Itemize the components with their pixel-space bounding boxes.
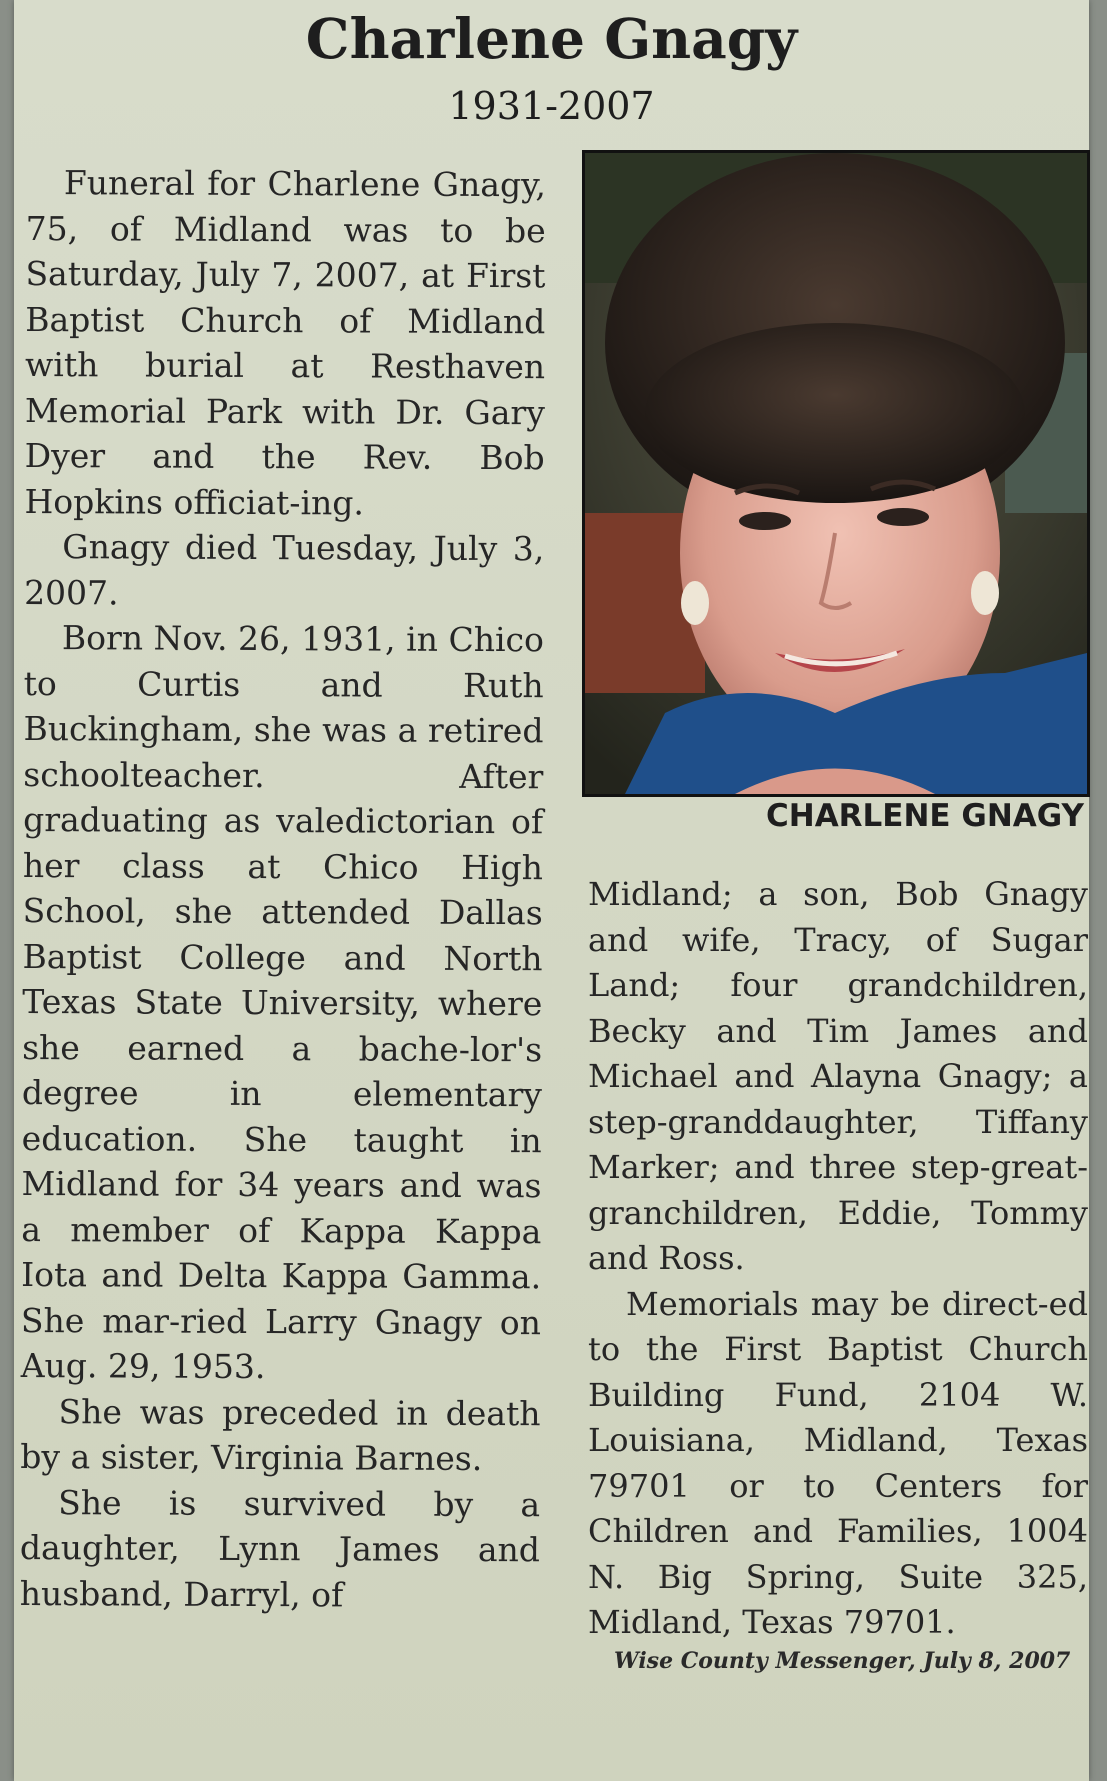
paragraph-biography: Born Nov. 26, 1931, in Chico to Curtis and Ruth Buckingham, she was a retired schoolteacher. After graduating as valedictorian of her class at Chico High School, she attended Dallas Baptist College and North Texas State University, where she earned a bache-lor's degree in elementary education. She taught in Midland for 34 years and was a member of Kappa Kappa Iota and Delta Kappa Gamma. She mar-ried Larry Gnagy on Aug. 29, 1953. [20, 618, 544, 1387]
paragraph-survivors-continued: Midland; a son, Bob Gnagy and wife, Tracy, of Sugar Land; four grandchildren, Becky and Tim James and Michael and Alayna Gnagy; a step-granddaughter, Tiffany Marker; and three step-great-granchildren, Eddie, Tommy and Ross. [588, 875, 1088, 1277]
photo-caption: CHARLENE GNAGY [766, 798, 1084, 834]
newspaper-clipping [14, 0, 1089, 1781]
right-text-column [588, 872, 1088, 1646]
paragraph-funeral: Funeral for Charlene Gnagy, 75, of Midland was to be Saturday, July 7, 2007, at First Baptist Church of Midland with burial at Resthaven Memorial Park with Dr. Gary Dyer and the Rev. Bob Hopkins officiat-ing. [24, 163, 546, 522]
paragraph-preceded: She was preceded in death by a sister, Virginia Barnes. [20, 1391, 541, 1479]
left-text-column [20, 160, 546, 1618]
paragraph-memorials: Memorials may be direct-ed to the First Baptist Church Building Fund, 2104 W. Louisiana, Midland, Texas 79701 or to Centers for Children and Families, 1004 N. Big Spring, Suite 325, Midland, Texas 79701. [588, 1284, 1088, 1641]
portrait-photo [582, 150, 1090, 797]
obituary-name-heading: Charlene Gnagy [305, 6, 798, 71]
paragraph-death-date: Gnagy died Tuesday, July 3, 2007. [24, 527, 545, 612]
obituary-years: 1931-2007 [448, 84, 655, 128]
paragraph-survivors-start: She is survived by a daughter, Lynn James and husband, Darryl, of [19, 1482, 541, 1614]
source-citation: Wise County Messenger, July 8, 2007 [614, 1648, 1071, 1674]
